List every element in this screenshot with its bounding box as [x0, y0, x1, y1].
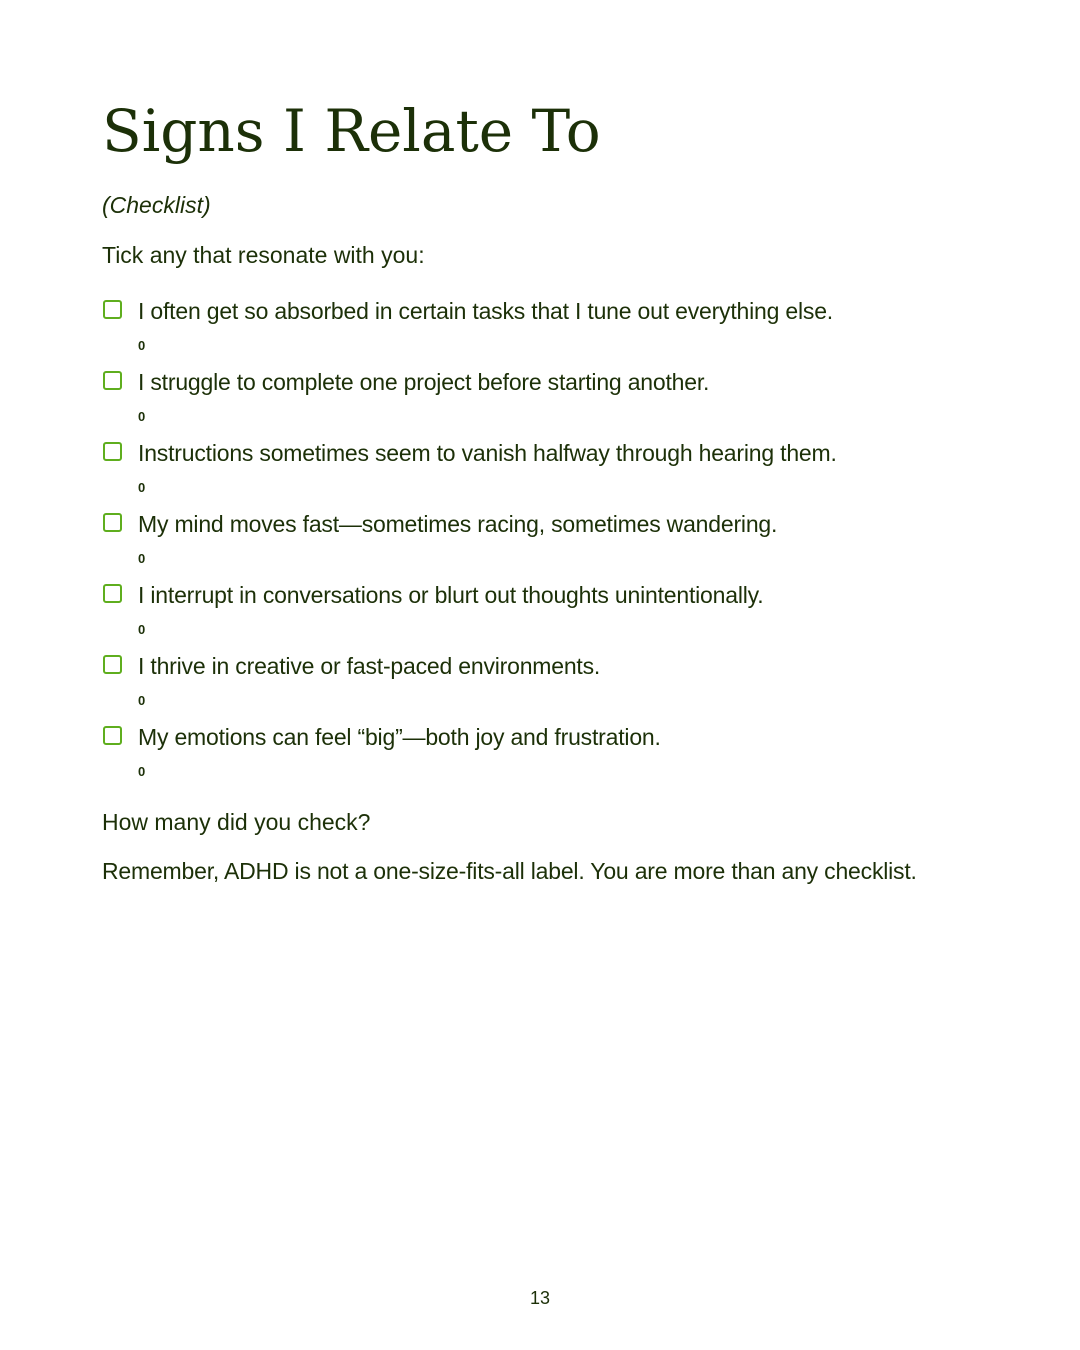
question-text: How many did you check?: [102, 809, 371, 835]
checklist-item-label: My mind moves fast—sometimes racing, sometimes wandering.: [138, 511, 778, 537]
checklist-item: [102, 509, 962, 580]
checkbox[interactable]: [103, 726, 122, 745]
checklist-item: [102, 438, 962, 509]
reminder-text: Remember, ADHD is not a one-size-fits-all label. You are more than any checklist.: [102, 858, 917, 884]
checklist-item-count: 0: [138, 551, 146, 566]
checklist-item-label: I often get so absorbed in certain tasks that I tune out everything else.: [138, 298, 833, 324]
checklist-item-count: 0: [138, 338, 146, 353]
checkbox[interactable]: [103, 300, 122, 319]
checklist: [102, 296, 962, 793]
page-title: Signs I Relate To: [102, 97, 601, 165]
checklist-item: [102, 651, 962, 722]
checklist-item-count: 0: [138, 764, 146, 779]
page-number: 13: [529, 1288, 551, 1308]
checkbox[interactable]: [103, 513, 122, 532]
checklist-item: [102, 296, 962, 367]
checklist-item-label: I thrive in creative or fast-paced environments.: [138, 653, 601, 679]
checklist-item: [102, 580, 962, 651]
checklist-item: [102, 722, 962, 793]
checklist-item: [102, 367, 962, 438]
checklist-item-count: 0: [138, 480, 146, 495]
checklist-item-label: I interrupt in conversations or blurt out thoughts unintentionally.: [138, 582, 764, 608]
checklist-item-count: 0: [138, 409, 146, 424]
page-subtitle: (Checklist): [102, 192, 211, 218]
checklist-item-count: 0: [138, 622, 146, 637]
checklist-item-label: I struggle to complete one project before starting another.: [138, 369, 710, 395]
checkbox[interactable]: [103, 442, 122, 461]
intro-text: Tick any that resonate with you:: [102, 242, 425, 268]
checklist-item-label: My emotions can feel “big”—both joy and frustration.: [138, 724, 661, 750]
checkbox[interactable]: [103, 371, 122, 390]
checklist-item-count: 0: [138, 693, 146, 708]
checklist-item-label: Instructions sometimes seem to vanish halfway through hearing them.: [138, 440, 837, 466]
checkbox[interactable]: [103, 655, 122, 674]
checkbox[interactable]: [103, 584, 122, 603]
